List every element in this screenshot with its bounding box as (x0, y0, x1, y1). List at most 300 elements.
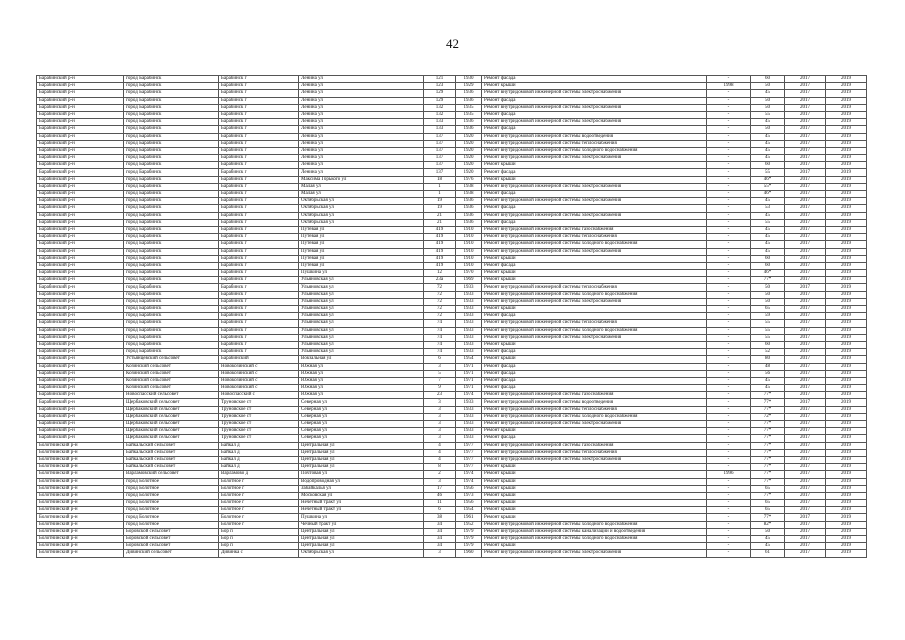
street-cell: Ульяновская ул (299, 277, 424, 284)
start-year-cell: 2017 (785, 392, 826, 399)
last-repair-cell: - (707, 349, 751, 356)
year-built-cell: 1910 (456, 234, 482, 241)
district-cell: Барабинский р-н (37, 306, 124, 313)
municipality-cell: город Барабинск (124, 140, 219, 147)
municipality-cell: город Барабинск (124, 76, 219, 83)
street-cell: Забайкалья ул (299, 485, 424, 492)
municipality-cell: Щербаковский сельсовет (124, 406, 219, 413)
district-cell: Барабинский р-н (37, 234, 124, 241)
start-year-cell: 2017 (785, 528, 826, 535)
district-cell: Болотнинский р-н (37, 449, 124, 456)
street-cell: Центральная ул (299, 543, 424, 550)
locality-cell: Дивинка с (219, 550, 299, 557)
house-number-cell: 1 (424, 191, 456, 198)
work-type-cell: Ремонт фасада (482, 385, 707, 392)
last-repair-cell: - (707, 370, 751, 377)
wear-cell: 45 (751, 241, 785, 248)
house-number-cell: 3 (424, 421, 456, 428)
start-year-cell: 2017 (785, 270, 826, 277)
end-year-cell: 2019 (826, 471, 867, 478)
start-year-cell: 2017 (785, 456, 826, 463)
table-row (37, 341, 867, 348)
start-year-cell: 2017 (785, 119, 826, 126)
work-type-cell: Ремонт внутридомовой инженерной системы теплоснабжения (482, 140, 707, 147)
district-cell: Барабинский р-н (37, 111, 124, 118)
wear-cell: 77* (751, 421, 785, 428)
work-type-cell: Ремонт фасада (482, 205, 707, 212)
last-repair-cell: - (707, 435, 751, 442)
locality-cell: Болотное г (219, 521, 299, 528)
last-repair-cell: - (707, 212, 751, 219)
page-number: 42 (446, 36, 459, 51)
end-year-cell: 2019 (826, 183, 867, 190)
start-year-cell: 2017 (785, 284, 826, 291)
district-cell: Барабинский р-н (37, 147, 124, 154)
year-built-cell: 1974 (456, 392, 482, 399)
street-cell: Ульяновская ул (299, 291, 424, 298)
table-row (37, 392, 867, 399)
end-year-cell: 2019 (826, 377, 867, 384)
start-year-cell: 2017 (785, 363, 826, 370)
wear-cell: 46* (751, 270, 785, 277)
street-cell: Ульяновская ул (299, 320, 424, 327)
start-year-cell: 2017 (785, 76, 826, 83)
year-built-cell: 1933 (456, 421, 482, 428)
last-repair-cell: - (707, 456, 751, 463)
work-type-cell: Ремонт внутридомовой инженерной системы электроснабжения (482, 155, 707, 162)
street-cell: Ульяновская ул (299, 349, 424, 356)
district-cell: Барабинский р-н (37, 349, 124, 356)
year-built-cell: 1933 (456, 320, 482, 327)
year-built-cell: 1933 (456, 399, 482, 406)
house-number-cell: 11 (424, 500, 456, 507)
end-year-cell: 2019 (826, 413, 867, 420)
start-year-cell: 2017 (785, 219, 826, 226)
work-type-cell: Ремонт крыши (482, 471, 707, 478)
district-cell: Барабинский р-н (37, 162, 124, 169)
start-year-cell: 2017 (785, 140, 826, 147)
locality-cell: Барабинск г (219, 219, 299, 226)
street-cell: Ульяновская ул (299, 313, 424, 320)
municipality-cell: город Барабинск (124, 111, 219, 118)
year-built-cell: 1933 (456, 334, 482, 341)
house-number-cell: 3 (424, 399, 456, 406)
house-number-cell: 132 (424, 111, 456, 118)
municipality-cell: город Барабинск (124, 241, 219, 248)
table-row (37, 212, 867, 219)
year-built-cell: 1910 (456, 248, 482, 255)
house-number-cell: 74 (424, 349, 456, 356)
year-built-cell: 1930 (456, 76, 482, 83)
work-type-cell: Ремонт крыши (482, 162, 707, 169)
street-cell: Московская ул (299, 492, 424, 499)
table-row (37, 119, 867, 126)
table-row (37, 485, 867, 492)
work-type-cell: Ремонт крыши (482, 255, 707, 262)
end-year-cell: 2019 (826, 234, 867, 241)
district-cell: Болотнинский р-н (37, 478, 124, 485)
locality-cell: Барабинск г (219, 248, 299, 255)
municipality-cell: Устьянцевский сельсовет (124, 356, 219, 363)
year-built-cell: 1933 (456, 298, 482, 305)
house-number-cell: 129 (424, 90, 456, 97)
house-number-cell: 129 (424, 97, 456, 104)
locality-cell: Барабинск г (219, 349, 299, 356)
house-number-cell: 72 (424, 306, 456, 313)
house-number-cell: 34 (424, 528, 456, 535)
table-row (37, 370, 867, 377)
wear-cell: 45 (751, 90, 785, 97)
end-year-cell: 2019 (826, 370, 867, 377)
year-built-cell: 1936 (456, 219, 482, 226)
start-year-cell: 2017 (785, 464, 826, 471)
table-row (37, 133, 867, 140)
last-repair-cell: - (707, 536, 751, 543)
year-built-cell: 1954 (456, 507, 482, 514)
end-year-cell: 2019 (826, 140, 867, 147)
table-row (37, 248, 867, 255)
housing-repair-table (36, 75, 867, 558)
street-cell: Октябрьская ул (299, 205, 424, 212)
house-number-cell: 12 (424, 270, 456, 277)
wear-cell: 53 (751, 205, 785, 212)
district-cell: Барабинский р-н (37, 133, 124, 140)
year-built-cell: 1969 (456, 277, 482, 284)
municipality-cell: город Барабинск (124, 320, 219, 327)
street-cell: Центральная ул (299, 536, 424, 543)
last-repair-cell: - (707, 155, 751, 162)
table-row (37, 76, 867, 83)
street-cell: Южная ул (299, 392, 424, 399)
locality-cell: Варламово д (219, 471, 299, 478)
start-year-cell: 2017 (785, 234, 826, 241)
end-year-cell: 2019 (826, 449, 867, 456)
wear-cell: 50 (751, 298, 785, 305)
locality-cell: Барабинск г (219, 270, 299, 277)
wear-cell: 59 (751, 313, 785, 320)
end-year-cell: 2019 (826, 277, 867, 284)
house-number-cell: 4 (424, 442, 456, 449)
house-number-cell: 137 (424, 155, 456, 162)
table-row (37, 198, 867, 205)
district-cell: Барабинский р-н (37, 327, 124, 334)
wear-cell: 65 (751, 485, 785, 492)
locality-cell: Труновское ст (219, 435, 299, 442)
street-cell: Ленина ул (299, 111, 424, 118)
street-cell: Путевая ул (299, 248, 424, 255)
wear-cell: 45 (751, 147, 785, 154)
district-cell: Барабинский р-н (37, 83, 124, 90)
start-year-cell: 2017 (785, 421, 826, 428)
end-year-cell: 2019 (826, 219, 867, 226)
year-built-cell: 1976 (456, 176, 482, 183)
last-repair-cell: - (707, 219, 751, 226)
last-repair-cell: - (707, 147, 751, 154)
locality-cell: Барабинск г (219, 147, 299, 154)
house-number-cell: 1 (424, 183, 456, 190)
last-repair-cell: - (707, 356, 751, 363)
last-repair-cell: - (707, 492, 751, 499)
district-cell: Барабинский р-н (37, 313, 124, 320)
street-cell: Малая ул (299, 183, 424, 190)
wear-cell: 65 (751, 500, 785, 507)
work-type-cell: Ремонт внутридомовой инженерной системы холодного водоснабжения (482, 536, 707, 543)
work-type-cell: Ремонт внутридомовой инженерной системы газоснабжения (482, 392, 707, 399)
street-cell: Ленина ул (299, 162, 424, 169)
end-year-cell: 2019 (826, 133, 867, 140)
street-cell: Октябрьская ул (299, 212, 424, 219)
year-built-cell: 1933 (456, 341, 482, 348)
last-repair-cell: - (707, 327, 751, 334)
street-cell: Малая ул (299, 191, 424, 198)
start-year-cell: 2017 (785, 104, 826, 111)
municipality-cell: город Барабинск (124, 284, 219, 291)
end-year-cell: 2019 (826, 241, 867, 248)
district-cell: Болотнинский р-н (37, 471, 124, 478)
district-cell: Болотнинский р-н (37, 543, 124, 550)
house-number-cell: 19 (424, 198, 456, 205)
last-repair-cell: - (707, 198, 751, 205)
table-row (37, 356, 867, 363)
start-year-cell: 2017 (785, 198, 826, 205)
municipality-cell: город Барабинск (124, 313, 219, 320)
locality-cell: Барабинск г (219, 306, 299, 313)
work-type-cell: Ремонт внутридомовой инженерной системы электроснабжения (482, 198, 707, 205)
house-number-cell: 133 (424, 126, 456, 133)
house-number-cell: 34 (424, 536, 456, 543)
house-number-cell: 74 (424, 320, 456, 327)
street-cell: Центральная ул (299, 442, 424, 449)
year-built-cell: 1910 (456, 262, 482, 269)
year-built-cell: 1933 (456, 349, 482, 356)
locality-cell: Барабинск г (219, 277, 299, 284)
locality-cell: Байкал д (219, 456, 299, 463)
last-repair-cell: - (707, 133, 751, 140)
table-row (37, 183, 867, 190)
year-built-cell: 1970 (456, 270, 482, 277)
year-built-cell: 1938 (456, 183, 482, 190)
house-number-cell: 419 (424, 234, 456, 241)
house-number-cell: 8 (424, 464, 456, 471)
district-cell: Барабинский р-н (37, 435, 124, 442)
year-built-cell: 1938 (456, 191, 482, 198)
end-year-cell: 2019 (826, 464, 867, 471)
work-type-cell: Ремонт внутридомовой инженерной системы теплоснабжения (482, 406, 707, 413)
last-repair-cell: - (707, 262, 751, 269)
last-repair-cell: - (707, 478, 751, 485)
locality-cell: Барабинск г (219, 298, 299, 305)
municipality-cell: город Болотное (124, 521, 219, 528)
municipality-cell: Козинский сельсовет (124, 385, 219, 392)
year-built-cell: 1920 (456, 147, 482, 154)
municipality-cell: город Барабинск (124, 155, 219, 162)
municipality-cell: город Барабинск (124, 270, 219, 277)
street-cell: Ленина ул (299, 126, 424, 133)
wear-cell: 77* (751, 442, 785, 449)
last-repair-cell: - (707, 284, 751, 291)
municipality-cell: город Болотное (124, 478, 219, 485)
wear-cell: 77* (751, 277, 785, 284)
end-year-cell: 2019 (826, 212, 867, 219)
work-type-cell: Ремонт крыши (482, 492, 707, 499)
last-repair-cell: - (707, 500, 751, 507)
wear-cell: 72* (751, 413, 785, 420)
work-type-cell: Ремонт фасада (482, 377, 707, 384)
locality-cell: Барабинск г (219, 90, 299, 97)
street-cell: Октябрьская ул (299, 198, 424, 205)
locality-cell: Болотное г (219, 485, 299, 492)
last-repair-cell: - (707, 528, 751, 535)
municipality-cell: город Барабинск (124, 226, 219, 233)
work-type-cell: Ремонт фасада (482, 349, 707, 356)
municipality-cell: город Барабинск (124, 119, 219, 126)
wear-cell: 52 (751, 349, 785, 356)
work-type-cell: Ремонт крыши (482, 356, 707, 363)
year-built-cell: 1920 (456, 169, 482, 176)
locality-cell: Болотное г (219, 500, 299, 507)
work-type-cell: Ремонт внутридомовой инженерной системы электроснабжения (482, 248, 707, 255)
start-year-cell: 2017 (785, 255, 826, 262)
house-number-cell: 3 (424, 435, 456, 442)
table-row (37, 471, 867, 478)
end-year-cell: 2019 (826, 514, 867, 521)
district-cell: Барабинский р-н (37, 363, 124, 370)
locality-cell: Байкал д (219, 464, 299, 471)
work-type-cell: Ремонт крыши (482, 341, 707, 348)
table-row (37, 478, 867, 485)
table-row (37, 219, 867, 226)
house-number-cell: 74 (424, 341, 456, 348)
district-cell: Барабинский р-н (37, 205, 124, 212)
work-type-cell: Ремонт фасада (482, 111, 707, 118)
work-type-cell: Ремонт крыши (482, 306, 707, 313)
wear-cell: 77* (751, 392, 785, 399)
last-repair-cell: - (707, 507, 751, 514)
work-type-cell: Ремонт внутридомовой инженерной системы электроснабжения (482, 104, 707, 111)
work-type-cell: Ремонт фасада (482, 219, 707, 226)
work-type-cell: Ремонт крыши (482, 485, 707, 492)
house-number-cell: 419 (424, 255, 456, 262)
start-year-cell: 2017 (785, 133, 826, 140)
year-built-cell: 1971 (456, 363, 482, 370)
district-cell: Болотнинский р-н (37, 514, 124, 521)
end-year-cell: 2019 (826, 90, 867, 97)
district-cell: Барабинский р-н (37, 90, 124, 97)
start-year-cell: 2017 (785, 183, 826, 190)
wear-cell: 77* (751, 478, 785, 485)
start-year-cell: 2017 (785, 442, 826, 449)
work-type-cell: Ремонт крыши (482, 507, 707, 514)
street-cell: Октябрьская ул (299, 219, 424, 226)
municipality-cell: Козинский сельсовет (124, 377, 219, 384)
district-cell: Болотнинский р-н (37, 536, 124, 543)
table-row (37, 500, 867, 507)
table-row (37, 191, 867, 198)
start-year-cell: 2017 (785, 83, 826, 90)
table-row (37, 363, 867, 370)
house-number-cell: 137 (424, 133, 456, 140)
end-year-cell: 2019 (826, 442, 867, 449)
district-cell: Болотнинский р-н (37, 500, 124, 507)
street-cell: Северная ул (299, 406, 424, 413)
district-cell: Барабинский р-н (37, 226, 124, 233)
table-row (37, 104, 867, 111)
work-type-cell: Ремонт внутридомовой инженерной системы электроснабжения (482, 298, 707, 305)
street-cell: Октябрьская ул (299, 550, 424, 557)
year-built-cell: 1971 (456, 385, 482, 392)
locality-cell: Барабинск г (219, 97, 299, 104)
end-year-cell: 2019 (826, 349, 867, 356)
table-row (37, 507, 867, 514)
district-cell: Барабинский р-н (37, 270, 124, 277)
locality-cell: Байкал д (219, 449, 299, 456)
district-cell: Барабинский р-н (37, 183, 124, 190)
locality-cell: Барабинск г (219, 226, 299, 233)
street-cell: Нечетный тракт ул (299, 500, 424, 507)
district-cell: Барабинский р-н (37, 399, 124, 406)
locality-cell: Болотное г (219, 478, 299, 485)
start-year-cell: 2017 (785, 550, 826, 557)
start-year-cell: 2017 (785, 205, 826, 212)
year-built-cell: 1933 (456, 291, 482, 298)
district-cell: Барабинский р-н (37, 191, 124, 198)
end-year-cell: 2019 (826, 550, 867, 557)
last-repair-cell: - (707, 169, 751, 176)
locality-cell: Барабинск г (219, 83, 299, 90)
last-repair-cell: - (707, 176, 751, 183)
start-year-cell: 2017 (785, 536, 826, 543)
last-repair-cell: - (707, 277, 751, 284)
table-row (37, 428, 867, 435)
start-year-cell: 2017 (785, 90, 826, 97)
start-year-cell: 2017 (785, 277, 826, 284)
last-repair-cell: 1996 (707, 471, 751, 478)
locality-cell: Барабинск г (219, 155, 299, 162)
work-type-cell: Ремонт внутридомовой инженерной системы канализации и водоотведения (482, 528, 707, 535)
house-number-cell: 19 (424, 205, 456, 212)
table-row (37, 277, 867, 284)
start-year-cell: 2017 (785, 334, 826, 341)
end-year-cell: 2019 (826, 262, 867, 269)
district-cell: Барабинский р-н (37, 377, 124, 384)
municipality-cell: город Барабинск (124, 162, 219, 169)
work-type-cell: Ремонт внутридомовой инженерной системы холодного водоснабжения (482, 241, 707, 248)
wear-cell: 82* (751, 521, 785, 528)
table-row (37, 406, 867, 413)
year-built-cell: 1933 (456, 413, 482, 420)
end-year-cell: 2019 (826, 126, 867, 133)
year-built-cell: 1952 (456, 521, 482, 528)
end-year-cell: 2019 (826, 478, 867, 485)
year-built-cell: 1936 (456, 119, 482, 126)
wear-cell: 60 (751, 162, 785, 169)
house-number-cell: 72 (424, 298, 456, 305)
start-year-cell: 2017 (785, 147, 826, 154)
end-year-cell: 2019 (826, 320, 867, 327)
year-built-cell: 1974 (456, 471, 482, 478)
street-cell: Чечный тракт ул (299, 521, 424, 528)
municipality-cell: город Барабинск (124, 248, 219, 255)
house-number-cell: 137 (424, 162, 456, 169)
start-year-cell: 2017 (785, 162, 826, 169)
work-type-cell: Ремонт крыши (482, 478, 707, 485)
table-row (37, 536, 867, 543)
start-year-cell: 2017 (785, 320, 826, 327)
start-year-cell: 2017 (785, 306, 826, 313)
table-row (37, 169, 867, 176)
locality-cell: Барабинск г (219, 76, 299, 83)
work-type-cell: Ремонт внутридомовой инженерной системы теплоснабжения (482, 284, 707, 291)
